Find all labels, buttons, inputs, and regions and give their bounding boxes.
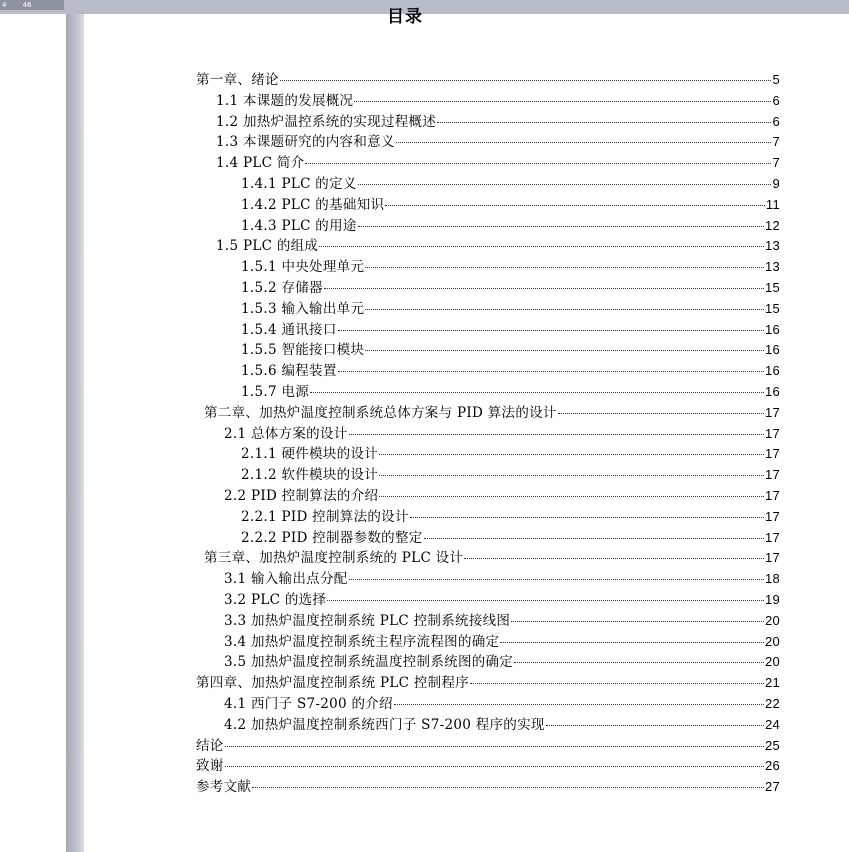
toc-page-number: 17 [764, 467, 780, 483]
toc-entry[interactable] [196, 172, 780, 193]
toc-entry[interactable] [196, 193, 780, 214]
toc-leader-dots [385, 191, 765, 206]
toc-entry[interactable] [196, 318, 780, 339]
toc-entry[interactable] [196, 380, 780, 401]
toc-page-number: 19 [764, 591, 780, 607]
toc-page-number: 25 [764, 737, 780, 753]
toc-page-number: 13 [764, 259, 780, 275]
toc-page-number: 17 [764, 529, 780, 545]
toc-page-number: 17 [764, 487, 780, 503]
toc-page-number: 18 [764, 571, 780, 587]
toc-entry-text: 3.4 加热炉温度控制系统主程序流程图的确定 [224, 633, 500, 650]
toc-leader-dots [437, 108, 771, 123]
toc-entry-text: 致谢 [196, 758, 224, 775]
toc-entry-text: 第一章、绪论 [196, 72, 279, 88]
toc-entry-text: 第四章、加热炉温度控制系统 PLC 控制程序 [196, 675, 470, 692]
toc-entry[interactable] [196, 588, 780, 609]
toc-page-number: 16 [764, 383, 780, 399]
toc-leader-dots [349, 420, 764, 435]
toc-page-number: 16 [764, 363, 780, 379]
toc-entry-text: 2.2.1 PID 控制算法的设计 [241, 508, 409, 525]
toc-entry-text: 结论 [196, 737, 224, 754]
toc-entry-text: 3.2 PLC 的选择 [224, 591, 327, 608]
toc-entry[interactable] [196, 734, 780, 755]
toc-page-number: 24 [764, 716, 780, 732]
toc-page-number: 17 [764, 508, 780, 524]
toc-leader-dots [500, 628, 764, 643]
toc-leader-dots [319, 232, 764, 247]
toc-leader-dots [324, 274, 764, 289]
toc-page-number: 16 [764, 321, 780, 337]
toc-entry[interactable] [196, 609, 780, 630]
table-of-contents [196, 68, 780, 796]
toc-page-number: 21 [764, 675, 780, 691]
toc-entry[interactable] [196, 775, 780, 796]
toc-entry-text: 1.5.2 存储器 [241, 279, 323, 296]
toc-leader-dots [379, 440, 764, 455]
toc-entry-text: 1.1 本课题的发展概况 [216, 92, 354, 109]
toc-leader-dots [514, 648, 764, 663]
toc-entry[interactable] [196, 546, 780, 567]
toc-page-number: 9 [772, 175, 780, 191]
toc-entry-text: 3.5 加热炉温度控制系统温度控制系统图的确定 [224, 654, 514, 671]
toc-entry[interactable] [196, 255, 780, 276]
toc-page-number: 15 [764, 279, 780, 295]
toc-leader-dots [396, 128, 772, 143]
toc-leader-dots [379, 461, 764, 476]
toc-entry-text: 1.2 加热炉温控系统的实现过程概述 [216, 113, 437, 130]
toc-leader-dots [365, 336, 764, 351]
toc-leader-dots [558, 399, 764, 414]
toc-entry-text: 2.1.2 软件模块的设计 [241, 467, 379, 484]
toc-entry-text: 2.2.2 PID 控制器参数的整定 [241, 529, 423, 546]
toc-page-number: 17 [764, 404, 780, 420]
toc-entry-text: 第二章、加热炉温度控制系统总体方案与 PID 算法的设计 [204, 404, 557, 421]
toc-entry-text: 3.3 加热炉温度控制系统 PLC 控制系统接线图 [224, 612, 511, 629]
ruler-mark-left: 4 [2, 1, 7, 9]
toc-page-number: 11 [765, 196, 780, 212]
toc-entry[interactable] [196, 505, 780, 526]
toc-page-number: 5 [772, 72, 780, 87]
toc-leader-dots [470, 669, 764, 684]
toc-leader-dots [225, 732, 764, 747]
ruler-mark-right: 46 [22, 1, 32, 9]
toc-leader-dots [394, 690, 764, 705]
toc-entry-text: 1.4.3 PLC 的用途 [241, 217, 357, 234]
toc-entry[interactable] [196, 297, 780, 318]
toc-leader-dots [410, 503, 764, 518]
toc-title: 目录 [387, 7, 423, 27]
toc-entry[interactable] [196, 484, 780, 505]
toc-page-number: 22 [764, 695, 780, 711]
toc-leader-dots [305, 149, 771, 164]
toc-page-number: 17 [764, 446, 780, 462]
toc-leader-dots [354, 87, 771, 102]
toc-entry[interactable] [196, 68, 780, 89]
toc-leader-dots [349, 565, 764, 580]
toc-entry-text: 4.2 加热炉温度控制系统西门子 S7-200 程序的实现 [224, 716, 545, 733]
toc-page-number: 20 [764, 654, 780, 670]
toc-leader-dots [327, 586, 764, 601]
toc-entry[interactable] [196, 401, 780, 422]
toc-entry[interactable] [196, 567, 780, 588]
toc-page-number: 16 [764, 342, 780, 358]
toc-entry[interactable] [196, 234, 780, 255]
toc-entry-text: 1.5.5 智能接口模块 [241, 342, 365, 359]
toc-entry-text: 参考文献 [196, 779, 252, 796]
toc-entry[interactable] [196, 422, 780, 443]
toc-leader-dots [379, 482, 764, 497]
toc-page-number: 7 [772, 155, 780, 171]
toc-page-number: 15 [764, 300, 780, 316]
toc-leader-dots [225, 752, 764, 767]
toc-page-number: 20 [764, 612, 780, 628]
page-shadow [66, 14, 84, 852]
toc-leader-dots [252, 773, 764, 788]
toc-entry[interactable] [196, 276, 780, 297]
toc-entry-text: 3.1 输入输出点分配 [224, 571, 348, 588]
toc-leader-dots [358, 170, 772, 185]
toc-leader-dots [365, 295, 764, 310]
toc-page-number: 20 [764, 633, 780, 649]
toc-entry-text: 4.1 西门子 S7-200 的介绍 [224, 695, 393, 712]
toc-entry[interactable] [196, 671, 780, 692]
toc-entry[interactable] [196, 110, 780, 131]
vertical-ruler [0, 14, 66, 852]
toc-entry-text: 1.4 PLC 简介 [216, 155, 305, 172]
toc-leader-dots [310, 378, 764, 393]
toc-entry-text: 2.1 总体方案的设计 [224, 425, 348, 442]
toc-entry-text: 1.5.4 通讯接口 [241, 321, 337, 338]
toc-entry[interactable] [196, 338, 780, 359]
toc-entry-text: 1.4.2 PLC 的基础知识 [241, 196, 385, 213]
toc-page-number: 13 [764, 238, 780, 254]
toc-page-number: 17 [764, 550, 780, 566]
toc-leader-dots [464, 544, 764, 559]
toc-entry[interactable] [196, 692, 780, 713]
toc-entry-text: 1.5.7 电源 [241, 383, 310, 400]
toc-entry-text: 1.5 PLC 的组成 [216, 238, 319, 255]
toc-entry[interactable] [196, 754, 780, 775]
toc-page-number: 17 [764, 425, 780, 441]
toc-entry[interactable] [196, 151, 780, 172]
toc-entry[interactable] [196, 442, 780, 463]
toc-leader-dots [338, 316, 764, 331]
toc-page-number: 6 [772, 92, 780, 108]
toc-entry-text: 1.4.1 PLC 的定义 [241, 175, 357, 192]
toc-leader-dots [424, 524, 764, 539]
toc-leader-dots [338, 357, 764, 372]
toc-leader-dots [280, 66, 772, 81]
toc-entry[interactable] [196, 89, 780, 110]
toc-leader-dots [365, 253, 764, 268]
toc-entry[interactable] [196, 214, 780, 235]
toc-leader-dots [358, 212, 764, 227]
toc-entry[interactable] [196, 359, 780, 380]
toc-entry-text: 1.5.6 编程装置 [241, 363, 337, 380]
toc-leader-dots [511, 607, 764, 622]
toc-entry[interactable] [196, 650, 780, 671]
toc-entry[interactable] [196, 526, 780, 547]
toc-page-number: 26 [764, 758, 780, 774]
toc-entry-text: 2.1.1 硬件模块的设计 [241, 446, 379, 463]
toc-entry-text: 1.5.1 中央处理单元 [241, 259, 365, 276]
toc-page-number: 12 [764, 217, 780, 233]
toc-entry[interactable] [196, 713, 780, 734]
toc-entry-text: 第三章、加热炉温度控制系统的 PLC 设计 [204, 550, 464, 567]
toc-entry-text: 1.3 本课题研究的内容和意义 [216, 134, 395, 151]
toc-entry[interactable] [196, 630, 780, 651]
toc-leader-dots [546, 711, 764, 726]
toc-page-number: 27 [764, 779, 780, 795]
toc-entry[interactable] [196, 130, 780, 151]
toc-entry-text: 2.2 PID 控制算法的介绍 [224, 487, 379, 504]
toc-entry[interactable] [196, 463, 780, 484]
toc-page-number: 7 [772, 134, 780, 150]
toc-entry-text: 1.5.3 输入输出单元 [241, 300, 365, 317]
toc-page-number: 6 [772, 113, 780, 129]
